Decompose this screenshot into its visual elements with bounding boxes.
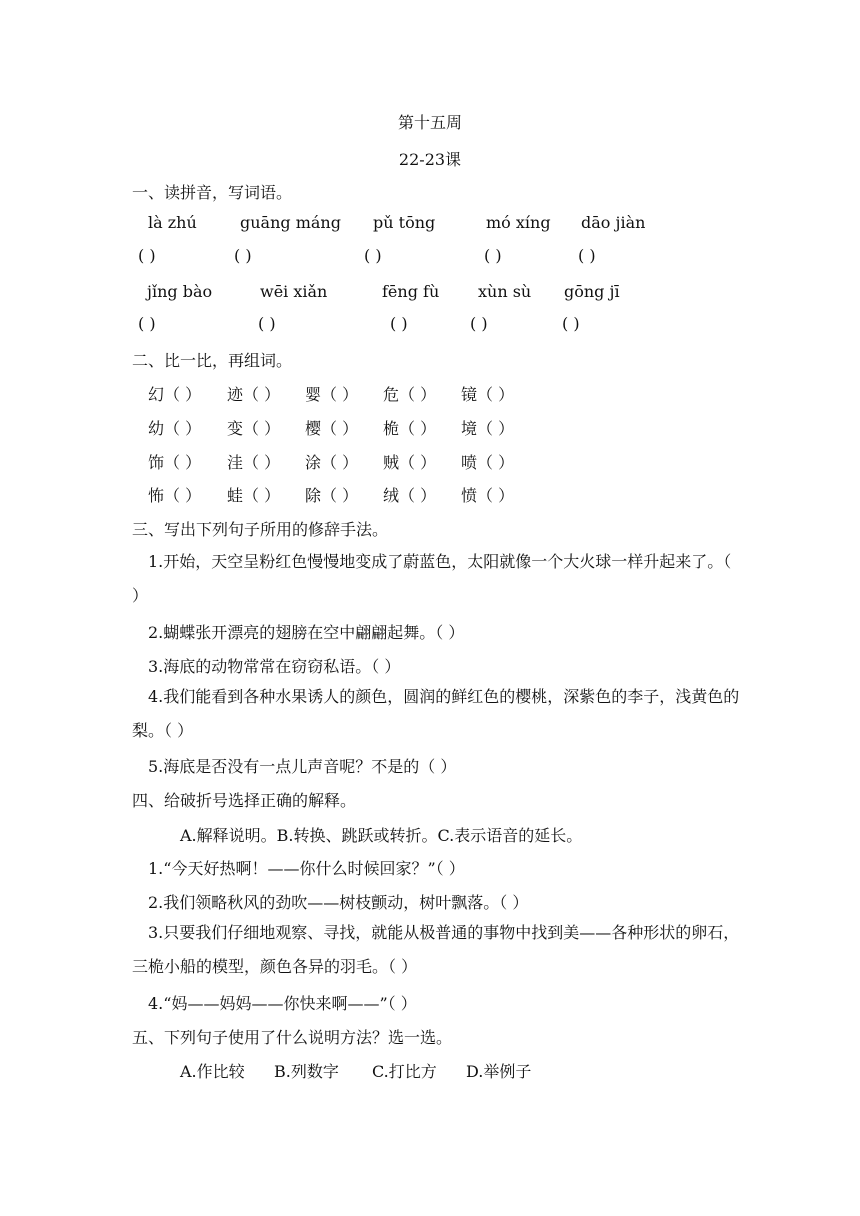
compare-cell[interactable]: 愤（ ）: [461, 486, 515, 505]
compare-cell[interactable]: 洼（ ）: [227, 453, 281, 472]
answer-blank-6[interactable]: ( ): [138, 314, 156, 333]
week-title: 第十五周: [397, 113, 462, 132]
compare-cell[interactable]: 镜（ ）: [461, 385, 515, 404]
answer-blank-7[interactable]: ( ): [258, 314, 276, 333]
dash-options: A.解释说明。B.转换、跳跃或转折。C.表示语音的延长。: [180, 826, 583, 845]
compare-cell[interactable]: 危（ ）: [383, 385, 437, 404]
section-4-heading: 四、给破折号选择正确的解释。: [132, 791, 357, 810]
answer-blank-8[interactable]: ( ): [390, 314, 408, 333]
pinyin-2: guāng máng: [240, 213, 341, 232]
dash-question-1: 1.“今天好热啊！——你什么时候回家？”（ ）: [148, 859, 465, 878]
section-1-heading: 一、读拼音，写词语。: [132, 183, 293, 202]
compare-cell[interactable]: 涂（ ）: [305, 453, 359, 472]
pinyin-5: dāo jiàn: [581, 213, 646, 232]
compare-cell[interactable]: 幻（ ）: [148, 385, 202, 404]
method-option-c: C.打比方: [372, 1062, 437, 1081]
pinyin-1: là zhú: [148, 213, 197, 232]
pinyin-7: wēi xiǎn: [260, 282, 328, 301]
pinyin-3: pǔ tōng: [373, 213, 436, 232]
answer-blank-10[interactable]: ( ): [562, 314, 580, 333]
pinyin-8: fēng fù: [382, 282, 440, 301]
compare-cell[interactable]: 贼（ ）: [383, 453, 437, 472]
compare-cell[interactable]: 迹（ ）: [227, 385, 281, 404]
answer-blank-2[interactable]: ( ): [234, 246, 252, 265]
pinyin-6: jǐng bào: [147, 282, 213, 301]
pinyin-9: xùn sù: [478, 282, 532, 301]
compare-cell[interactable]: 怖（ ）: [148, 486, 202, 505]
compare-cell[interactable]: 幼（ ）: [148, 419, 202, 438]
compare-cell[interactable]: 蛙（ ）: [227, 486, 281, 505]
rhetoric-question-5: 5.海底是否没有一点儿声音呢？不是的（ ）: [148, 757, 457, 776]
pinyin-4: mó xíng: [486, 213, 551, 232]
lesson-range: 22-23课: [398, 150, 462, 169]
method-option-d: D.举例子: [466, 1062, 532, 1081]
section-3-heading: 三、写出下列句子所用的修辞手法。: [132, 520, 389, 539]
compare-cell[interactable]: 桅（ ）: [383, 419, 437, 438]
answer-blank-1[interactable]: ( ): [138, 246, 156, 265]
rhetoric-question-3: 3.海底的动物常常在窃窃私语。（ ）: [148, 657, 401, 676]
rhetoric-question-4: 4.我们能看到各种水果诱人的颜色，圆润的鲜红色的樱桃，深紫色的李子，浅黄色的梨。（ ）: [132, 687, 740, 740]
compare-cell[interactable]: 喷（ ）: [461, 453, 515, 472]
method-option-a: A.作比较: [180, 1062, 245, 1081]
compare-cell[interactable]: 婴（ ）: [305, 385, 359, 404]
pinyin-10: gōng jī: [564, 282, 620, 301]
answer-blank-5[interactable]: ( ): [578, 246, 596, 265]
answer-blank-9[interactable]: ( ): [470, 314, 488, 333]
compare-cell[interactable]: 境（ ）: [461, 419, 515, 438]
compare-cell[interactable]: 樱（ ）: [305, 419, 359, 438]
section-2-heading: 二、比一比，再组词。: [132, 351, 293, 370]
compare-cell[interactable]: 饰（ ）: [148, 453, 202, 472]
dash-question-2: 2.我们领略秋风的劲吹——树枝颤动，树叶飘落。（ ）: [148, 893, 529, 912]
answer-blank-3[interactable]: ( ): [364, 246, 382, 265]
dash-question-4: 4.“妈——妈妈——你快来啊——”（ ）: [148, 994, 417, 1013]
answer-blank-4[interactable]: ( ): [484, 246, 502, 265]
compare-cell[interactable]: 变（ ）: [227, 419, 281, 438]
compare-cell[interactable]: 除（ ）: [305, 486, 359, 505]
rhetoric-question-2: 2.蝴蝶张开漂亮的翅膀在空中翩翩起舞。（ ）: [148, 623, 465, 642]
section-5-heading: 五、下列句子使用了什么说明方法？选一选。: [132, 1028, 453, 1047]
rhetoric-question-1: 1.开始，天空呈粉红色慢慢地变成了蔚蓝色，太阳就像一个大火球一样升起来了。（ ）: [132, 552, 732, 605]
method-option-b: B.列数字: [274, 1062, 339, 1081]
dash-question-3: 3.只要我们仔细地观察、寻找，就能从极普通的事物中找到美——各种形状的卵石，三桅小船的模型，颜色各异的羽毛。（ ）: [132, 923, 740, 976]
compare-cell[interactable]: 绒（ ）: [383, 486, 437, 505]
